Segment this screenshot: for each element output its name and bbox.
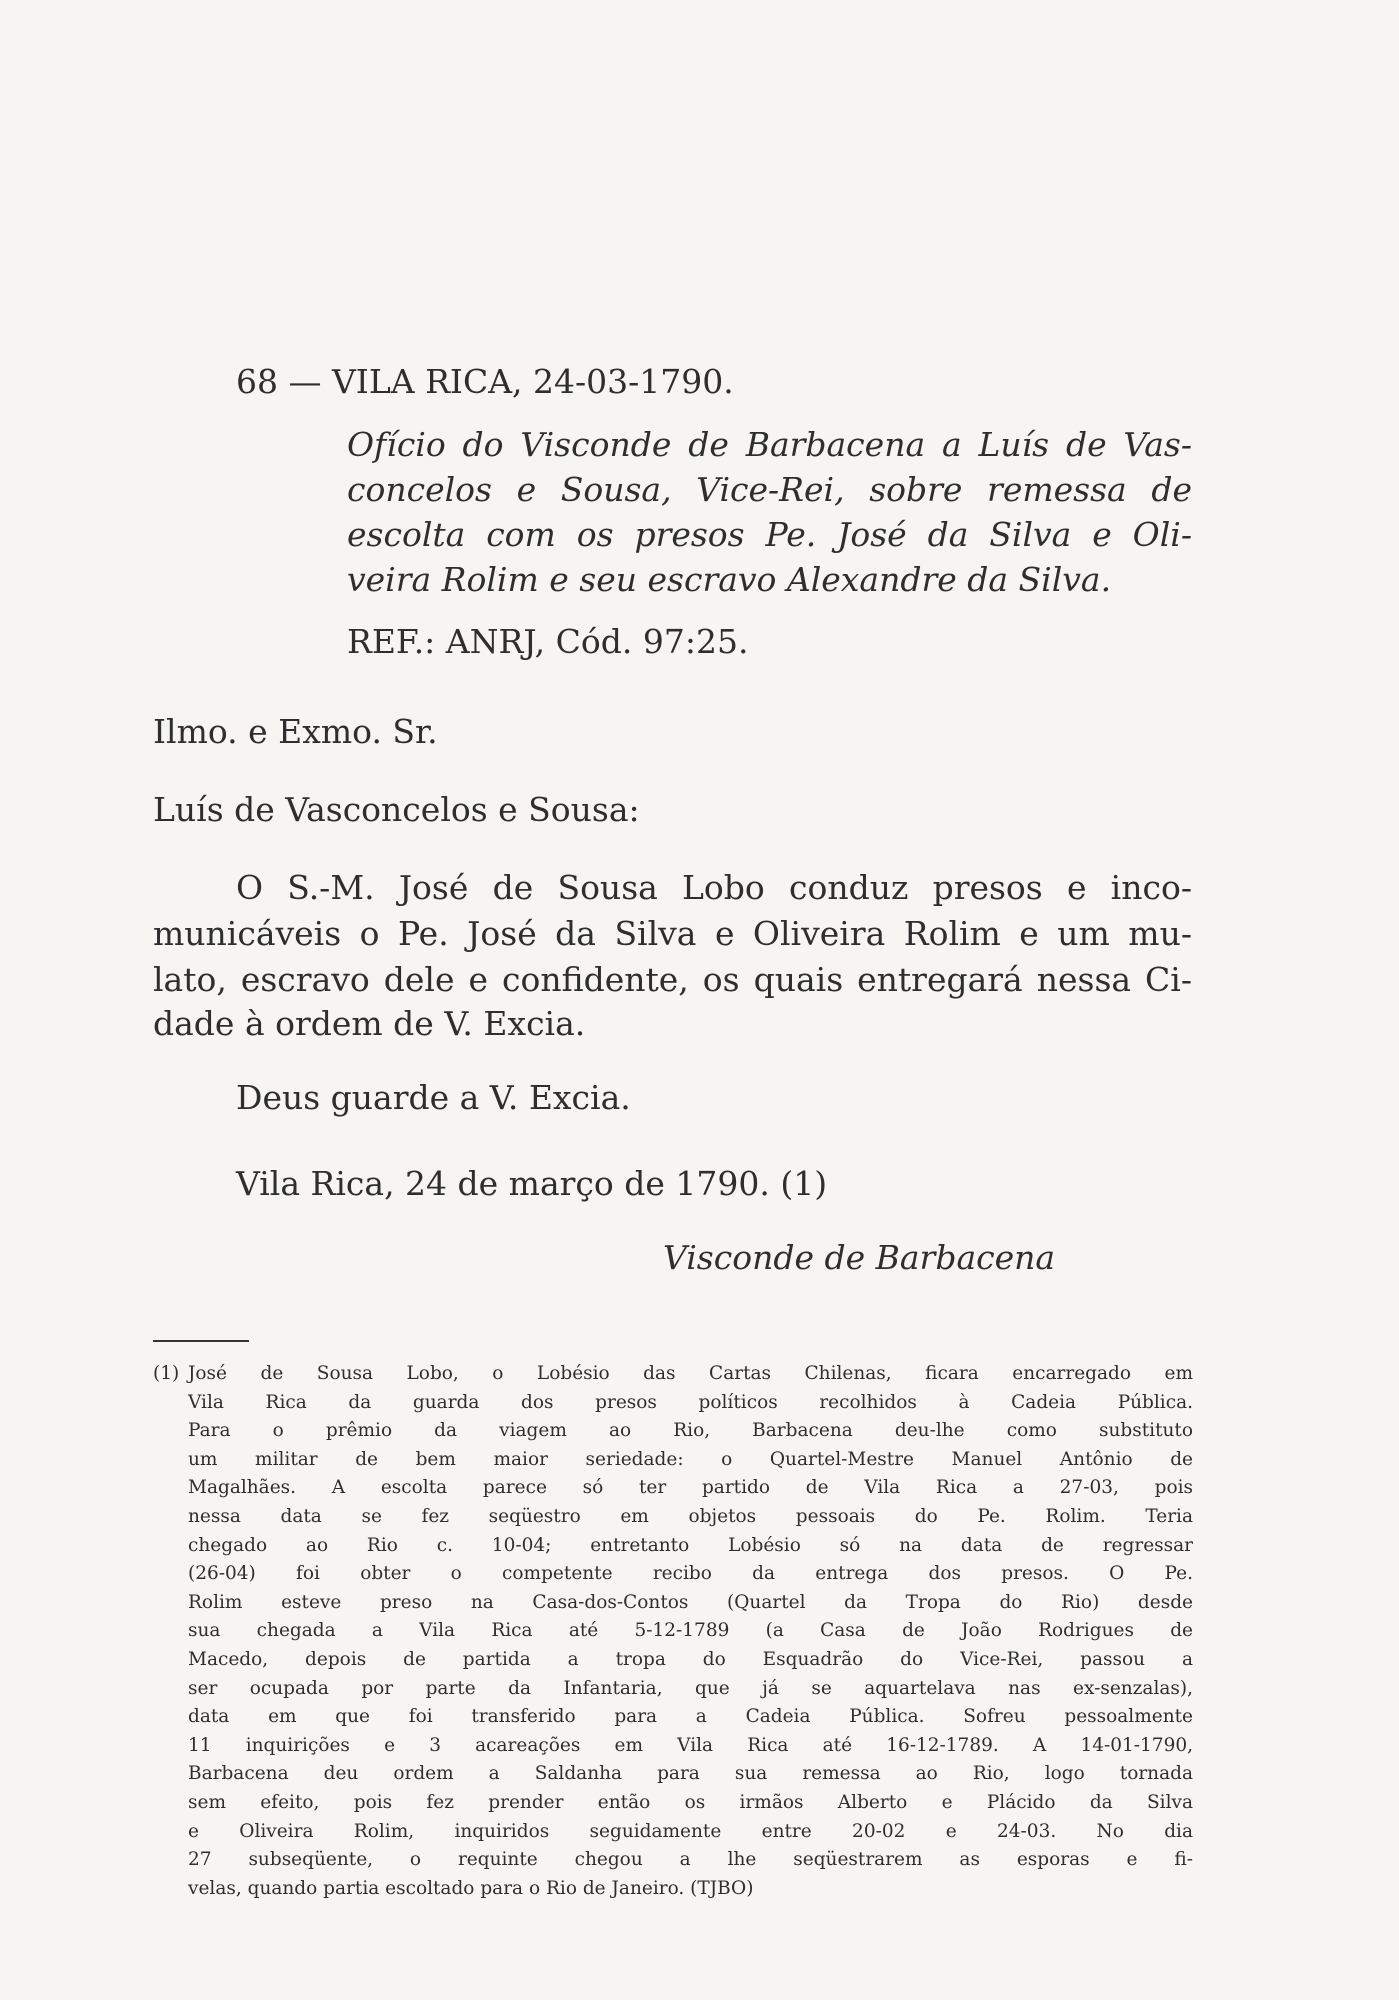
body-line: lato, escravo dele e confidente, os quais entregará nessa Ci- xyxy=(153,960,1192,999)
footnote-divider xyxy=(153,1340,249,1342)
footnote-line: 11 inquirições e 3 acareações em Vila Rica até 16-12-1789. A 14-01-1790, xyxy=(188,1734,1193,1756)
document-heading: 68 — VILA RICA, 24-03-1790. xyxy=(236,362,734,401)
footnote-line: Para o prêmio da viagem ao Rio, Barbacena deu-lhe como substituto xyxy=(188,1420,1193,1442)
footnote-line: um militar de bem maior seriedade: o Quartel-Mestre Manuel Antônio de xyxy=(188,1448,1193,1470)
reference: REF.: ANRJ, Cód. 97:25. xyxy=(347,622,749,661)
footnote-line: chegado ao Rio c. 10-04; entretanto Lobésio só na data de regressar xyxy=(188,1534,1193,1556)
body-line: municáveis o Pe. José da Silva e Oliveira Rolim e um mu- xyxy=(153,914,1192,953)
footnote-line: velas, quando partia escoltado para o Rio de Janeiro. (TJBO) xyxy=(188,1877,754,1899)
summary-line: veira Rolim e seu escravo Alexandre da Silva. xyxy=(347,560,1112,599)
addressee: Luís de Vasconcelos e Sousa: xyxy=(153,790,640,829)
signature: Visconde de Barbacena xyxy=(663,1238,1056,1277)
footnote-line: data em que foi transferido para a Cadeia Pública. Sofreu pessoalmente xyxy=(188,1706,1193,1728)
summary-line: Ofício do Visconde de Barbacena a Luís de Vas- xyxy=(347,425,1192,464)
footnote-line: José de Sousa Lobo, o Lobésio das Cartas Chilenas, ficara encarregado em xyxy=(188,1363,1193,1384)
footnote-line: Barbacena deu ordem a Saldanha para sua remessa ao Rio, logo tornada xyxy=(188,1763,1193,1785)
summary-line: escolta com os presos Pe. José da Silva e Oli- xyxy=(347,515,1192,554)
footnote-line: e Oliveira Rolim, inquiridos seguidamente entre 20-02 e 24-03. No dia xyxy=(188,1820,1193,1842)
footnote xyxy=(153,1360,1193,1903)
closing: Deus guarde a V. Excia. xyxy=(236,1078,631,1117)
footnote-line: (26-04) foi obter o competente recibo da entrega dos presos. O Pe. xyxy=(188,1563,1193,1585)
footnote-line: Rolim esteve preso na Casa-dos-Contos (Quartel da Tropa do Rio) desde xyxy=(188,1591,1193,1613)
footnote-line: ser ocupada por parte da Infantaria, que já se aquartelava nas ex-senzalas), xyxy=(188,1677,1193,1699)
footnote-line: Vila Rica da guarda dos presos políticos recolhidos à Cadeia Pública. xyxy=(188,1391,1193,1413)
footnote-marker: (1) xyxy=(153,1363,180,1384)
footnote-line: sua chegada a Vila Rica até 5-12-1789 (a Casa de João Rodrigues de xyxy=(188,1620,1193,1642)
summary-line: concelos e Sousa, Vice-Rei, sobre remessa de xyxy=(347,470,1192,509)
footnote-line: 27 subseqüente, o requinte chegou a lhe seqüestrarem as esporas e fi- xyxy=(188,1849,1193,1871)
body-line: dade à ordem de V. Excia. xyxy=(153,1004,586,1043)
body-line: O S.-M. José de Sousa Lobo conduz presos e inco- xyxy=(236,868,1192,907)
place-date: Vila Rica, 24 de março de 1790. (1) xyxy=(236,1164,828,1203)
footnote-line: Macedo, depois de partida a tropa do Esquadrão do Vice-Rei, passou a xyxy=(188,1648,1193,1670)
footnote-line: nessa data se fez seqüestro em objetos pessoais do Pe. Rolim. Teria xyxy=(188,1505,1193,1527)
salutation: Ilmo. e Exmo. Sr. xyxy=(153,712,438,751)
footnote-line: sem efeito, pois fez prender então os irmãos Alberto e Plácido da Silva xyxy=(188,1791,1193,1813)
footnote-line: Magalhães. A escolta parece só ter partido de Vila Rica a 27-03, pois xyxy=(188,1477,1193,1499)
